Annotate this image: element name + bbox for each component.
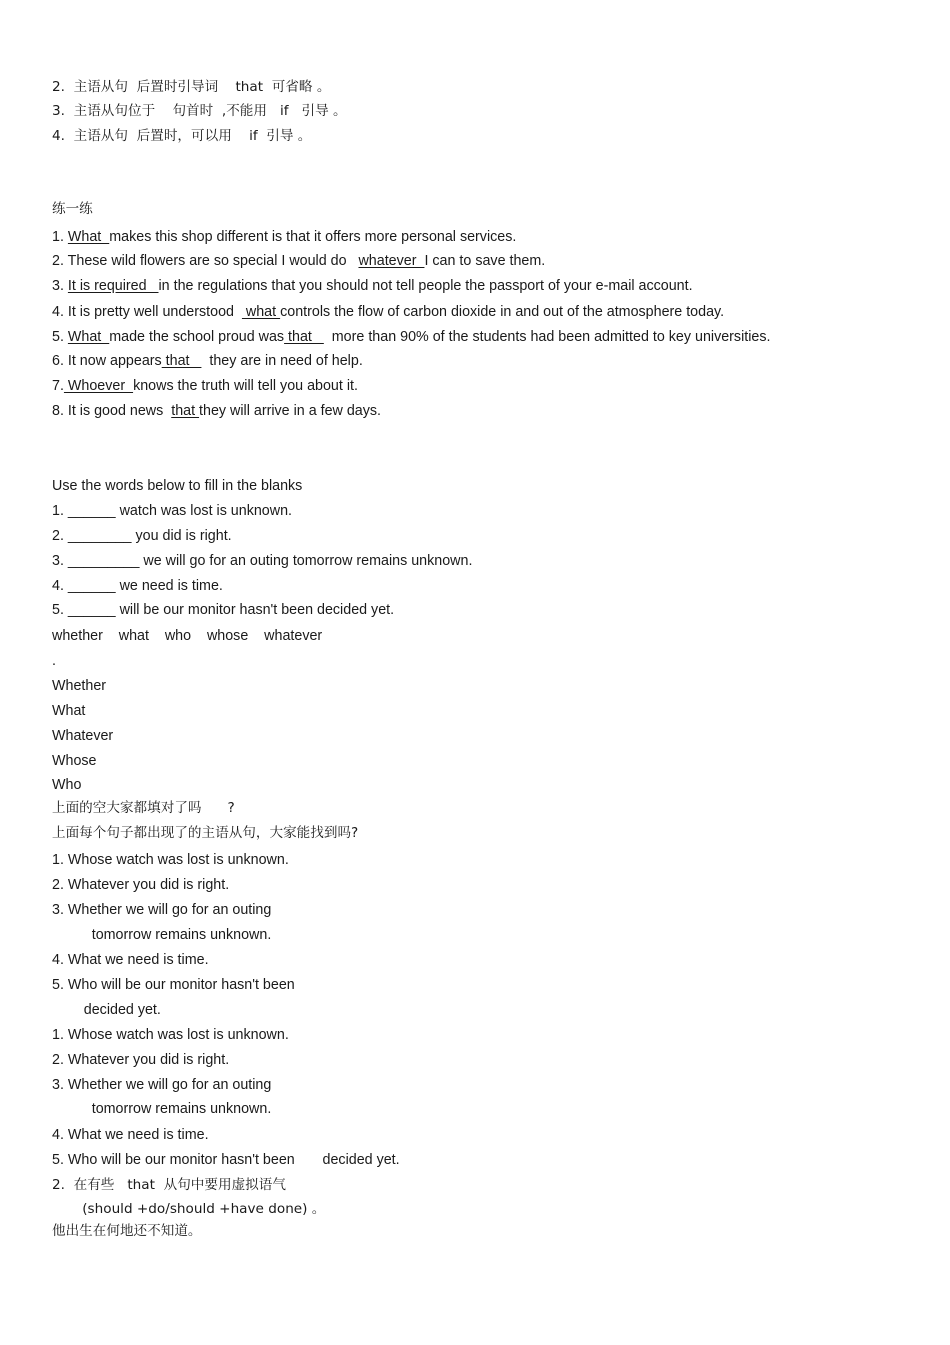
rule-line: 3. 主语从句位于 句首时 ,不能用 if 引导 。 [52,103,347,119]
practice-item: 7. Whoever knows the truth will tell you about it. [52,378,358,394]
answer-blank: that [284,329,324,345]
answer-sentence: 5. Who will be our monitor hasn't been decided yet. [52,1152,400,1168]
answer-sentence: 4. What we need is time. [52,952,209,968]
answer-blank: what [241,304,281,320]
answer-blank: It is required [67,278,159,294]
word-bank: whether what who whose whatever [52,628,323,644]
answer-sentence: 2. Whatever you did is right. [52,877,230,893]
answer-blank: What [67,229,110,245]
fill-item: 3. _________ we will go for an outing tomorrow remains unknown. [52,553,473,569]
tail-line: (should +do/should +have done) 。 [52,1201,326,1217]
answer-blank: that [171,403,200,419]
answer-sentence: tomorrow remains unknown. [52,1101,272,1117]
tail-line: 2. 在有些 that 从句中要用虚拟语气 [52,1177,286,1193]
rule-line: 2. 主语从句 后置时引导词 that 可省略 。 [52,79,331,95]
answer-sentence: 1. Whose watch was lost is unknown. [52,852,289,868]
practice-item: 2. These wild flowers are so special I would do whatever I can to save them. [52,253,546,269]
practice-item: 1. What makes this shop different is that it offers more personal services. [52,229,517,245]
practice-item: 3. It is required in the regulations that you should not tell people the passport of your e-mail account. [52,278,693,294]
answer-word: Whether [52,678,107,694]
answer-blank: that [161,353,202,369]
practice-item: 4. It is pretty well understood what controls the flow of carbon dioxide in and out of the atmosphere today. [52,304,725,320]
answer-word: Whatever [52,728,114,744]
answer-sentence: 2. Whatever you did is right. [52,1052,230,1068]
fill-item: 1. ______ watch was lost is unknown. [52,503,293,519]
answer-word: Who [52,777,82,793]
answer-word: Whose [52,753,97,769]
fill-item: 2. ________ you did is right. [52,528,232,544]
practice-item: 6. It now appears that they are in need of help. [52,353,363,369]
question-line: 上面每个句子都出现了的主语从句，大家能找到吗? [52,825,359,841]
answer-sentence: 4. What we need is time. [52,1127,209,1143]
practice-heading: 练一练 [52,201,93,217]
fill-heading: Use the words below to fill in the blanks [52,478,303,494]
answer-sentence: 1. Whose watch was lost is unknown. [52,1027,289,1043]
practice-item: 5. What made the school proud was that more than 90% of the students had been admitted to key universities. [52,329,771,345]
dot: . [52,653,56,669]
answer-sentence: 3. Whether we will go for an outing [52,902,272,918]
answer-sentence: tomorrow remains unknown. [52,927,272,943]
answer-blank: What [67,329,110,345]
answer-blank: Whoever [63,378,134,394]
answer-sentence: decided yet. [52,1002,161,1018]
fill-item: 4. ______ we need is time. [52,578,223,594]
answer-sentence: 5. Who will be our monitor hasn't been [52,977,295,993]
answer-word: What [52,703,86,719]
answer-sentence: 3. Whether we will go for an outing [52,1077,272,1093]
fill-item: 5. ______ will be our monitor hasn't been decided yet. [52,602,395,618]
tail-line: 他出生在何地还不知道。 [52,1223,202,1239]
rule-line: 4. 主语从句 后置时，可以用 if 引导 。 [52,128,312,144]
question-line: 上面的空大家都填对了吗 ? [52,800,235,816]
answer-blank: whatever [358,253,425,269]
practice-item: 8. It is good news that they will arrive in a few days. [52,403,382,419]
